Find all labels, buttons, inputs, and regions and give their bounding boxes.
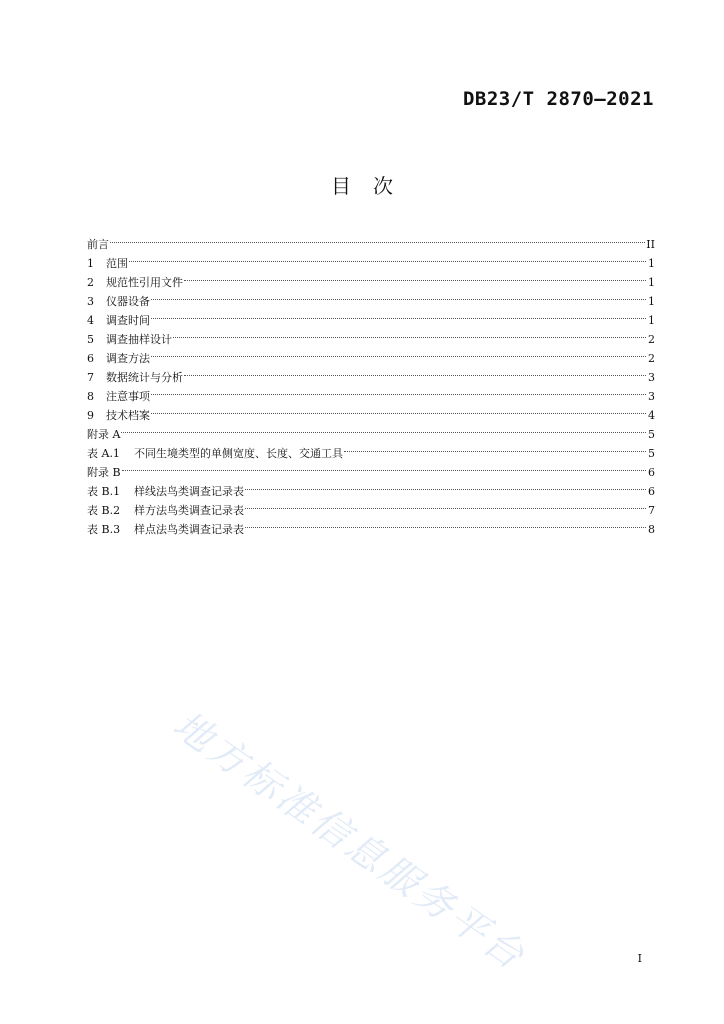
standard-code: DB23/T 2870—2021 bbox=[462, 88, 654, 110]
toc-entry-number: 8 bbox=[87, 390, 94, 403]
toc-entry-page: 2 bbox=[648, 352, 655, 365]
toc-entry-8[interactable] bbox=[87, 381, 655, 403]
toc-entry-label: 范围 bbox=[106, 257, 128, 270]
toc-entry-page: II bbox=[646, 238, 655, 251]
toc-entry-number: 1 bbox=[87, 257, 94, 270]
toc-entry-label: 不同生境类型的单侧宽度、长度、交通工具 bbox=[134, 447, 343, 460]
toc-entry-page: 1 bbox=[648, 314, 655, 327]
toc-leader-dots bbox=[184, 362, 646, 381]
toc-entry-number: 4 bbox=[87, 314, 94, 327]
toc-entry-9[interactable] bbox=[87, 400, 655, 422]
toc-entry-number: 表 B.1 bbox=[87, 485, 121, 498]
toc-entry-page: 1 bbox=[648, 295, 655, 308]
toc-entry-label: 技术档案 bbox=[106, 409, 150, 422]
toc-entry-1[interactable] bbox=[87, 248, 655, 270]
toc-entry-5[interactable] bbox=[87, 324, 655, 346]
toc-entry-page: 7 bbox=[648, 504, 655, 517]
toc-leader-dots bbox=[122, 457, 646, 476]
toc-entry-table-a1[interactable] bbox=[87, 438, 655, 460]
toc-entry-number: 6 bbox=[87, 352, 94, 365]
toc-entry-label: 样方法鸟类调查记录表 bbox=[134, 504, 244, 517]
toc-entry-number: 表 B.3 bbox=[87, 523, 121, 536]
toc-entry-page: 3 bbox=[648, 371, 655, 384]
toc-entry-number: 9 bbox=[87, 409, 94, 422]
toc-entry-page: 1 bbox=[648, 257, 655, 270]
page-title bbox=[0, 170, 724, 199]
watermark: 地方标准信息服务平台 bbox=[165, 702, 535, 980]
toc-entry-label: 调查抽样设计 bbox=[106, 333, 172, 346]
toc-entry-page: 4 bbox=[648, 409, 655, 422]
toc-entry-label: 数据统计与分析 bbox=[106, 371, 183, 384]
page-number: I bbox=[637, 952, 642, 965]
toc-leader-dots bbox=[129, 248, 646, 267]
toc-entry-label: 调查时间 bbox=[106, 314, 150, 327]
toc-leader-dots bbox=[184, 267, 646, 286]
toc-leader-dots bbox=[344, 438, 646, 457]
toc-leader-dots bbox=[110, 229, 645, 248]
toc-entry-foreword[interactable] bbox=[87, 229, 655, 251]
toc-entry-page: 6 bbox=[648, 485, 655, 498]
toc-entry-4[interactable] bbox=[87, 305, 655, 327]
toc-entry-3[interactable] bbox=[87, 286, 655, 308]
toc-entry-label: 附录 A bbox=[87, 428, 121, 441]
toc-entry-label: 前言 bbox=[87, 238, 109, 251]
toc-entry-label: 规范性引用文件 bbox=[106, 276, 183, 289]
toc-entry-page: 2 bbox=[648, 333, 655, 346]
toc-entry-label: 仪器设备 bbox=[106, 295, 150, 308]
toc-entry-appendix-a[interactable] bbox=[87, 419, 655, 441]
toc-entry-number: 3 bbox=[87, 295, 94, 308]
toc-entry-label: 样点法鸟类调查记录表 bbox=[134, 523, 244, 536]
toc-leader-dots bbox=[151, 305, 646, 324]
toc-leader-dots bbox=[151, 286, 646, 305]
title-char-2: 次 bbox=[373, 174, 393, 198]
toc-entry-number: 表 A.1 bbox=[87, 447, 120, 460]
title-char-1: 目 bbox=[331, 174, 351, 198]
toc-leader-dots bbox=[245, 495, 646, 514]
toc-entry-page: 1 bbox=[648, 276, 655, 289]
toc-entry-number: 5 bbox=[87, 333, 94, 346]
toc-leader-dots bbox=[151, 381, 646, 400]
toc-entry-2[interactable] bbox=[87, 267, 655, 289]
toc-leader-dots bbox=[173, 324, 646, 343]
toc-entry-7[interactable] bbox=[87, 362, 655, 384]
toc-list bbox=[87, 229, 655, 536]
toc-entry-page: 5 bbox=[648, 428, 655, 441]
toc-entry-number: 表 B.2 bbox=[87, 504, 121, 517]
toc-leader-dots bbox=[245, 514, 646, 533]
toc-entry-label: 样线法鸟类调查记录表 bbox=[134, 485, 244, 498]
toc-leader-dots bbox=[151, 400, 646, 419]
toc-entry-label: 附录 B bbox=[87, 466, 121, 479]
toc-entry-page: 5 bbox=[648, 447, 655, 460]
toc-entry-6[interactable] bbox=[87, 343, 655, 365]
toc-entry-page: 6 bbox=[648, 466, 655, 479]
toc-leader-dots bbox=[151, 343, 646, 362]
toc-entry-number: 2 bbox=[87, 276, 94, 289]
toc-entry-number: 7 bbox=[87, 371, 94, 384]
toc-entry-table-b1[interactable] bbox=[87, 476, 655, 498]
toc-leader-dots bbox=[245, 476, 646, 495]
toc-entry-page: 8 bbox=[648, 523, 655, 536]
toc-entry-appendix-b[interactable] bbox=[87, 457, 655, 479]
toc-entry-label: 调查方法 bbox=[106, 352, 150, 365]
toc-leader-dots bbox=[121, 419, 646, 438]
toc-entry-label: 注意事项 bbox=[106, 390, 150, 403]
toc-entry-page: 3 bbox=[648, 390, 655, 403]
